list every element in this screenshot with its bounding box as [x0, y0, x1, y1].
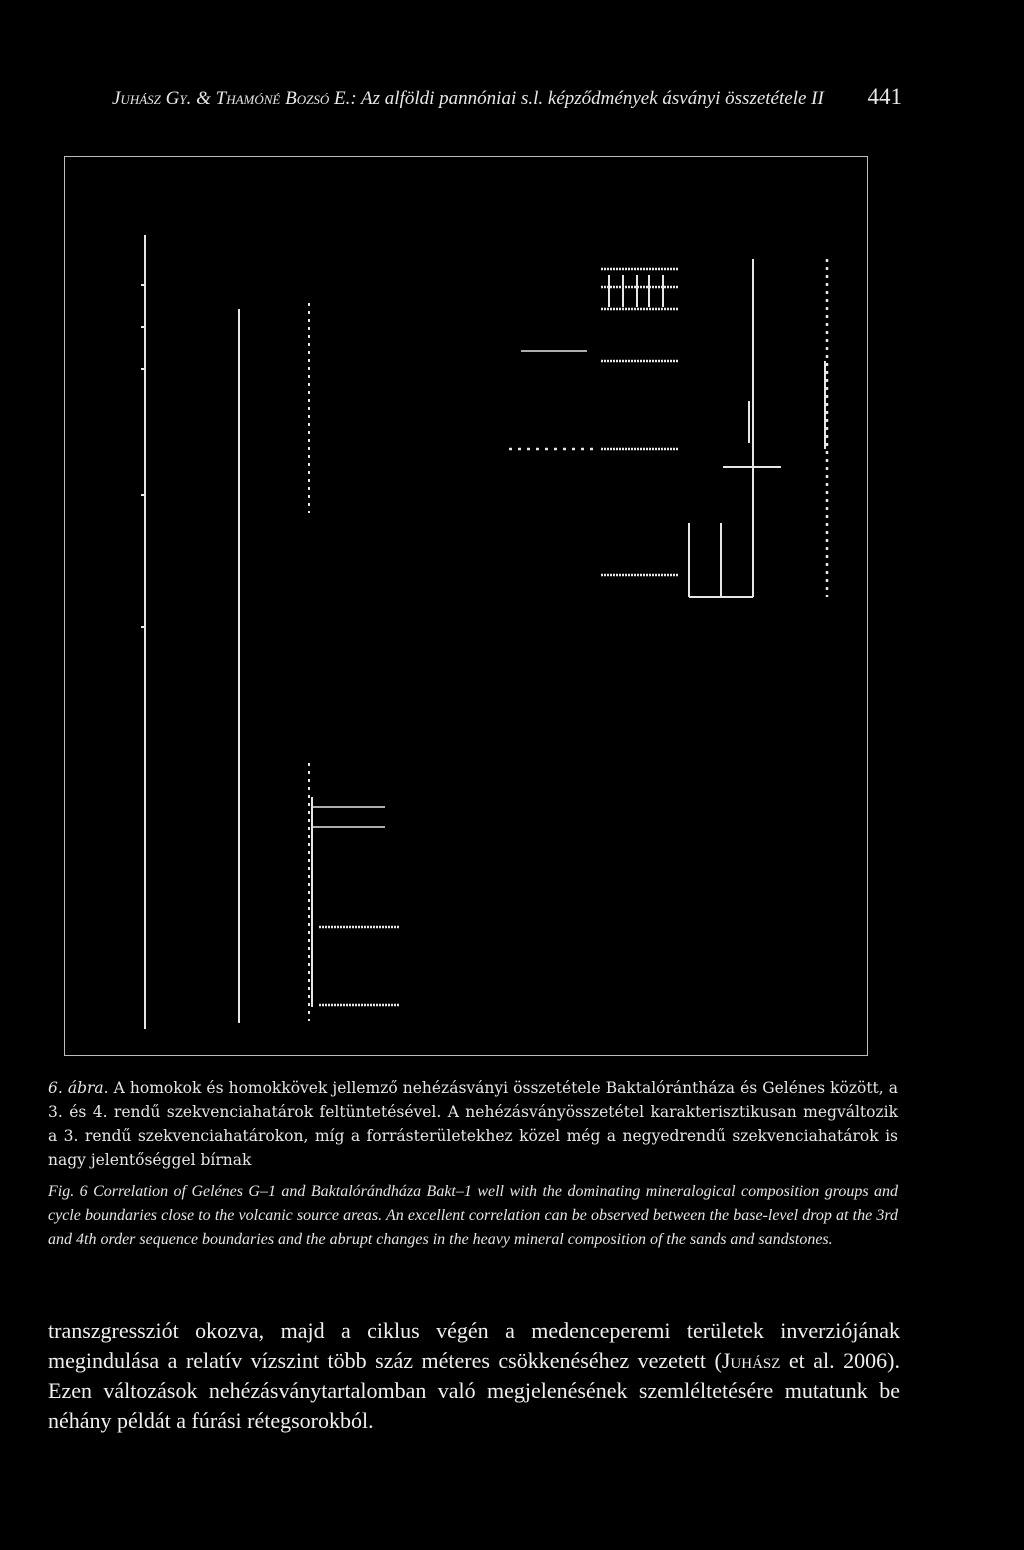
header-amp: &	[191, 88, 216, 109]
caption-hu-text: A homokok és homokkövek jellemző nehézásványi összetétele Baktalórántháza és Gelénes között, a 3. és 4. rendű szekvenciahatárok feltüntetésével. A nehézásványösszetétel karakterisztikusan megváltozik a 3. rendű szekvenciahatárokon, míg a forrásterületekhez közel még a negyedrendű szekvenciahatárok is nagy jelentőséggel bírnak	[48, 1079, 898, 1169]
figure-caption-english: Fig. 6 Correlation of Gelénes G–1 and Baktalórándháza Bakt–1 well with the dominating mineralogical composition groups and cycle boundaries close to the volcanic source areas. An excellent correlation can be observed between the base-level drop at the 3rd and 4th order sequence boundaries and the abrupt changes in the heavy mineral composition of the sands and sandstones.	[48, 1183, 898, 1248]
header-author-1: Juhász Gy.	[112, 88, 192, 109]
header-author-2: Thamóné Bozsó E.	[215, 88, 351, 109]
correlation-diagram	[65, 157, 867, 1055]
running-header	[112, 84, 902, 110]
well-logs	[141, 235, 827, 1029]
citation-author: Juhász	[721, 1348, 781, 1373]
figure-label: 6. ábra.	[48, 1079, 109, 1097]
body-text-start: transzgressziót okozva, majd a ciklus végén a medenceperemi területek inverziójának megindulása a relatív vízszint több száz méteres csökkenéséhez vezetett (	[48, 1318, 900, 1373]
body-text-end: et al. 2006). Ezen változások nehézásványtartalomban való megjelenésének szemléltetésére mutatunk be néhány példát a fúrási rétegsorokból.	[48, 1348, 900, 1433]
page-number: 441	[867, 84, 902, 109]
header-title-text: : Az alföldi pannóniai s.l. képződmények ásványi összetétele II	[350, 88, 824, 109]
body-paragraph	[48, 1316, 900, 1436]
figure-6	[64, 156, 868, 1056]
figure-caption-hungarian	[48, 1076, 898, 1172]
header-title	[112, 88, 824, 110]
